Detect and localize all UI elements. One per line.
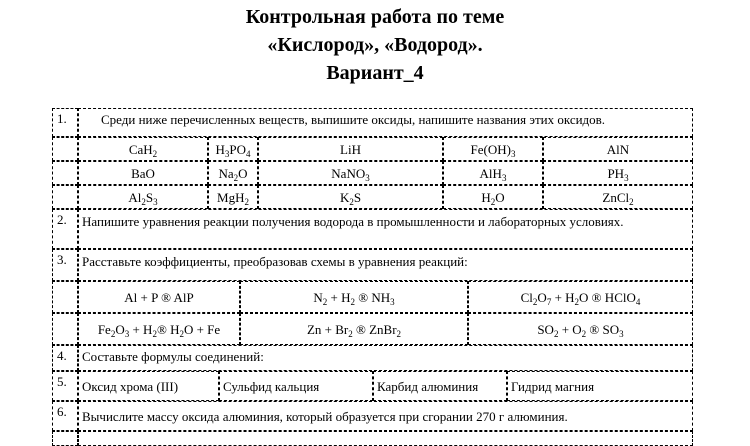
formula-part: Ca (128, 142, 144, 157)
formula-part: H (143, 142, 153, 157)
formula-part: S (353, 190, 362, 205)
subscript: 3 (624, 173, 629, 183)
formula-part: ® H (156, 322, 180, 337)
formula-part: Fe (97, 322, 111, 337)
subscript: 3 (124, 329, 130, 339)
substance-formula (258, 185, 443, 209)
formula-part: AlH (479, 166, 502, 181)
subscript: 2 (629, 197, 634, 207)
compound-name: Гидрид магния (507, 371, 693, 401)
formula-part: + H (129, 322, 153, 337)
formula-part: N (313, 290, 323, 305)
subscript: 2 (152, 329, 157, 339)
reaction-scheme (240, 313, 468, 345)
empty-cell (52, 431, 78, 446)
subscript: 2 (348, 329, 353, 339)
formula-part: O (115, 322, 125, 337)
substance-formula (78, 161, 208, 185)
task-number: 1. (52, 108, 78, 137)
task-text: Напишите уравнения реакции получения водорода в промышленности и лабораторных условиях. (78, 209, 693, 249)
reaction-scheme (78, 313, 240, 345)
subscript: 2 (179, 329, 184, 339)
task-number: 3. (52, 249, 78, 281)
title-line-3: Вариант_4 (326, 62, 424, 84)
subscript: 2 (322, 297, 328, 307)
subscript: 2 (244, 197, 249, 207)
formula-part: ® SO (586, 322, 620, 337)
formula-part: O (495, 190, 505, 205)
subscript: 2 (152, 149, 158, 159)
subscript: 2 (490, 197, 496, 207)
formula-part: H (215, 142, 225, 157)
substance-formula (443, 161, 543, 185)
task-text: Вычислите массу оксида алюминия, который образуется при сгорании 270 г алюминия. (78, 401, 693, 431)
task-text: Расставьте коэффициенты, преобразовав схемы в уравнения реакций: (78, 249, 693, 281)
formula-part: PH (607, 166, 625, 181)
formula-part: AlN (606, 142, 630, 157)
subscript: 2 (581, 329, 587, 339)
formula-part: Al (128, 190, 142, 205)
subscript: 4 (635, 297, 641, 307)
substance-formula (543, 137, 693, 161)
substance-formula (208, 185, 258, 209)
task-text: Среди ниже перечисленных веществ, выпишите оксиды, напишите названия этих оксидов. (78, 108, 693, 137)
subscript: 4 (246, 149, 251, 159)
task-number: 6. (52, 401, 78, 431)
empty-cell (52, 281, 78, 313)
empty-cell (78, 431, 693, 446)
empty-cell (52, 137, 78, 161)
substance-formula (208, 161, 258, 185)
task-text: Составьте формулы соединений: (78, 345, 693, 371)
reaction-scheme (240, 281, 468, 313)
subscript: 3 (510, 149, 516, 159)
formula-part: + O (558, 322, 582, 337)
empty-cell (52, 185, 78, 209)
formula-part: H (481, 190, 491, 205)
formula-part: LiH (340, 142, 361, 157)
formula-part: MgH (217, 190, 245, 205)
subscript: 3 (153, 197, 158, 207)
subscript: 2 (233, 173, 239, 183)
formula-part: O (238, 166, 248, 181)
formula-part: K (339, 190, 350, 205)
formula-part: NaNO (331, 166, 366, 181)
subscript: 3 (501, 173, 507, 183)
reaction-scheme (468, 313, 693, 345)
formula-part: O ® HClO (579, 290, 636, 305)
formula-part: + H (551, 290, 575, 305)
subscript: 2 (574, 297, 580, 307)
formula-part: Cl (520, 290, 533, 305)
subscript: 3 (365, 173, 370, 183)
formula-part: Fe(OH) (470, 142, 511, 157)
formula-part: PO (229, 142, 246, 157)
task-number: 5. (52, 371, 78, 401)
formula-part: + H (327, 290, 351, 305)
substance-formula (443, 185, 543, 209)
reaction-scheme: Al + P ® AlP (78, 281, 240, 313)
formula-part: Na (218, 166, 234, 181)
subscript: 2 (553, 329, 559, 339)
reaction-scheme (468, 281, 693, 313)
subscript: 3 (390, 297, 395, 307)
substance-formula (208, 137, 258, 161)
formula-part: Zn + Br (306, 322, 349, 337)
title-line-2: «Кислород», «Водород». (267, 34, 483, 56)
subscript: 7 (546, 297, 552, 307)
task-number: 2. (52, 209, 78, 249)
formula-part: S (145, 190, 154, 205)
subscript: 2 (110, 329, 116, 339)
formula-part: ® NH (354, 290, 391, 305)
substance-formula (78, 137, 208, 161)
compound-name: Сульфид кальция (219, 371, 373, 401)
substance-formula (78, 185, 208, 209)
title-line-1: Контрольная работа по теме (245, 6, 505, 28)
formula-part: BaO (131, 166, 155, 181)
subscript: 2 (350, 297, 355, 307)
formula-part: O + Fe (183, 322, 221, 337)
subscript: 2 (396, 329, 402, 339)
compound-name: Оксид хрома (III) (78, 371, 219, 401)
substance-formula (543, 185, 693, 209)
formula-part: O (537, 290, 547, 305)
formula-part: ZnCl (602, 190, 630, 205)
formula-part: SO (537, 322, 554, 337)
formula-part: ® ZnBr (352, 322, 397, 337)
task-number: 4. (52, 345, 78, 371)
substance-formula (258, 137, 443, 161)
empty-cell (52, 313, 78, 345)
compound-name: Карбид алюминия (373, 371, 507, 401)
empty-cell (52, 161, 78, 185)
substance-formula (443, 137, 543, 161)
subscript: 3 (224, 149, 230, 159)
subscript: 3 (619, 329, 624, 339)
subscript: 2 (349, 197, 354, 207)
subscript: 2 (532, 297, 538, 307)
subscript: 2 (141, 197, 146, 207)
substance-formula (543, 161, 693, 185)
substance-formula (258, 161, 443, 185)
